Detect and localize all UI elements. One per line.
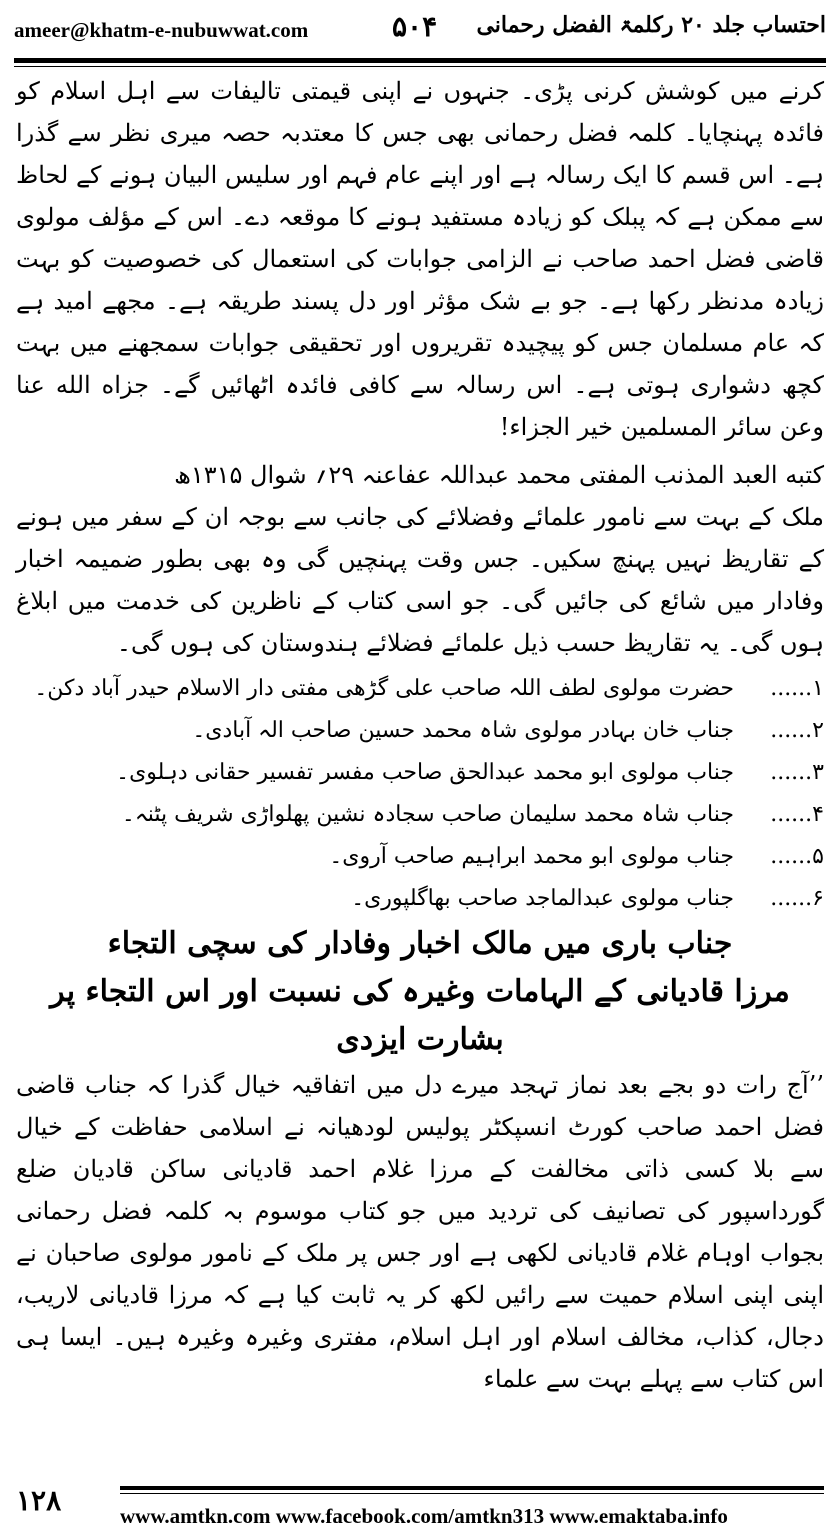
footer-page-number: ۱۲۸ bbox=[16, 1484, 62, 1517]
list-item bbox=[16, 878, 824, 920]
page-footer bbox=[0, 1480, 840, 1540]
header-page-number: ۵۰۴ bbox=[392, 10, 438, 43]
list-number: ۵...... bbox=[770, 844, 824, 869]
section-heading-2: مرزا قادیانی کے الہامات وغیرہ کی نسبت اور اس التجاء پر بشارت ایزدی bbox=[50, 974, 790, 1057]
list-text: حضرت مولوی لطف اللہ صاحب علی گڑھی مفتی دار الاسلام حیدر آباد دکن۔ bbox=[34, 676, 734, 701]
list-item bbox=[16, 710, 824, 752]
list-number: ۴...... bbox=[770, 802, 824, 827]
page-body bbox=[16, 70, 824, 1400]
list-item bbox=[16, 836, 824, 878]
list-number: ۲...... bbox=[770, 718, 824, 743]
list-text: جناب مولوی ابو محمد ابراہیم صاحب آروی۔ bbox=[329, 844, 734, 869]
list-text: جناب شاہ محمد سلیمان صاحب سجادہ نشین پھلواڑی شریف پٹنہ۔ bbox=[121, 802, 734, 827]
header-email: ameer@khatm-e-nubuwwat.com bbox=[14, 18, 309, 42]
scholars-list bbox=[16, 668, 824, 920]
header-rule bbox=[14, 58, 826, 63]
list-text: جناب خان بہادر مولوی شاہ محمد حسین صاحب الہ آبادی۔ bbox=[192, 718, 734, 743]
paragraph-closing: ’’آج رات دو بجے بعد نماز تہجد میرے دل میں اتفاقیہ خیال گذرا کہ جناب قاضی فضل احمد صاحب کورٹ انسپکٹر پولیس لودھیانہ نے اسلامی حفاظت کے خیال سے بلا کسی ذاتی مخالفت کے مرزا غلام احمد قادیانی ساکن قادیان ضلع گورداسپور کی تصانیف کی تردید میں جو کتاب موسوم بہ کلمہ فضل رحمانی بجواب اوہام غلام قادیانی لکھی ہے اور جس پر ملک کے نامور مولوی صاحبان نے اپنی اپنی اسلام حمیت سے رائیں لکھ کر یہ ثابت کیا ہے کہ مرزا قادیانی لاریب، دجال، کذاب، مخالف اسلام اور اہل اسلام، مفتری وغیرہ وغیرہ ہیں۔ ایسا ہی اس کتاب سے پہلے بہت سے علماء bbox=[16, 1071, 824, 1393]
header-rule-thin bbox=[14, 66, 826, 67]
list-text: جناب مولوی ابو محمد عبدالحق صاحب مفسر تفسیر حقانی دہلوی۔ bbox=[116, 760, 734, 785]
list-number: ۱...... bbox=[770, 676, 824, 701]
list-number: ۶...... bbox=[770, 886, 824, 911]
list-item bbox=[16, 668, 824, 710]
list-number: ۳...... bbox=[770, 760, 824, 785]
footer-rule bbox=[120, 1486, 824, 1490]
page-header bbox=[0, 0, 840, 60]
paragraph-review: کرنے میں کوشش کرنی پڑی۔ جنہوں نے اپنی قیمتی تالیفات سے اہل اسلام کو فائدہ پہنچایا۔ کلمہ فضل رحمانی بھی جس کا معتدبہ حصہ میری نظر سے گذرا ہے۔ اس قسم کا ایک رسالہ ہے اور اپنے عام فہم اور سلیس البیان ہونے کے لحاظ سے ممکن ہے کہ پبلک کو زیادہ مستفید ہونے کا موقعہ دے۔ اس کے مؤلف مولوی قاضی فضل احمد صاحب نے الزامی جوابات کی استعمال کی خصوصیت کو بہت زیادہ مدنظر رکھا ہے۔ جو بے شک مؤثر اور دل پسند طریقہ ہے۔ مجھے امید ہے کہ عام مسلمان جس کو پیچیدہ تقریروں اور تحقیقی جوابات سمجھنے میں بہت کچھ دشواری ہوتی ہے۔ اس رسالہ سے کافی فائدہ اٹھائیں گے۔ جزاه الله عنا وعن سائر المسلمين خير الجزاء! bbox=[16, 77, 824, 441]
signature-line: كتبه العبد المذنب المفتی محمد عبداللہ عفاعنہ ۲۹؍ شوال ۱۳۱۵ھ bbox=[174, 461, 824, 489]
footer-rule-thin bbox=[120, 1493, 824, 1494]
section-heading-1: جناب باری میں مالک اخبار وفادار کی سچی التجاء bbox=[107, 926, 733, 961]
header-title: احتساب جلد ۲۰ رکلمۃ الفضل رحمانی bbox=[476, 12, 826, 38]
footer-urls: www.amtkn.com www.facebook.com/amtkn313 www.emaktaba.info bbox=[120, 1504, 728, 1528]
list-item bbox=[16, 752, 824, 794]
paragraph-notice: ملک کے بہت سے نامور علمائے وفضلائے کی جانب سے بوجہ ان کے سفر میں ہونے کے تقاریظ نہیں پہنچ سکیں۔ جس وقت پہنچیں گی وہ بھی بطور ضمیمہ اخبار وفادار میں شائع کی جائیں گی۔ جو اسی کتاب کے ناظرین کی خدمت میں ابلاغ ہوں گی۔ یہ تقاریظ حسب ذیل علمائے فضلائے ہندوستان کی ہوں گی۔ bbox=[16, 503, 825, 657]
list-item bbox=[16, 794, 824, 836]
list-text: جناب مولوی عبدالماجد صاحب بھاگلپوری۔ bbox=[351, 886, 734, 911]
